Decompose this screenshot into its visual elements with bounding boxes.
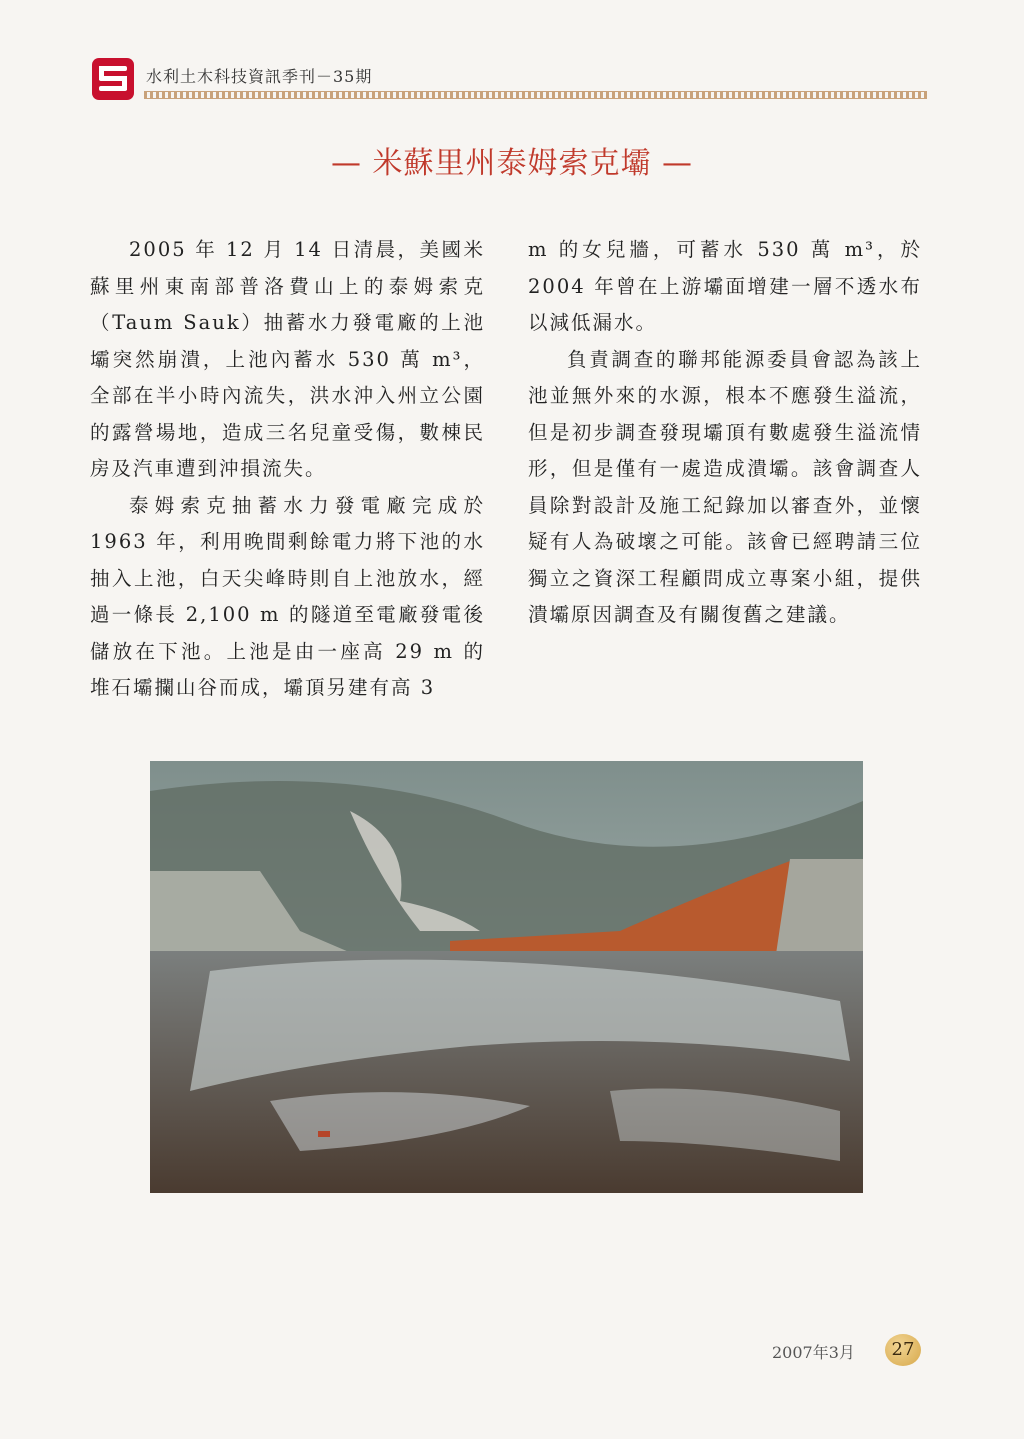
article-title: — 米蘇里州泰姆索克壩 — bbox=[330, 146, 694, 181]
paragraph: 2005 年 12 月 14 日清晨，美國米蘇里州東南部普洛費山上的泰姆索克（Taum Sauk）抽蓄水力發電廠的上池壩突然崩潰，上池內蓄水 530 萬 m³，全部在半小時內流失，洪水沖入州立公園的露營場地，造成三名兒童受傷，數棟民房及汽車遭到沖損流失。 bbox=[90, 238, 485, 480]
page-number-badge: 27 bbox=[885, 1334, 921, 1366]
dam-breach-photo bbox=[150, 761, 863, 1193]
header-divider bbox=[144, 91, 927, 99]
paragraph: 負責調查的聯邦能源委員會認為該上池並無外來的水源，根本不應發生溢流，但是初步調查發現壩頂有數處發生溢流情形，但是僅有一處造成潰壩。該會調查人員除對設計及施工紀錄加以審查外，並懷疑有人為破壞之可能。該會已經聘請三位獨立之資深工程顧問成立專案小組，提供潰壩原因調查及有關復舊之建議。 bbox=[528, 347, 922, 626]
paragraph: 泰姆索克抽蓄水力發電廠完成於 1963 年，利用晚間剩餘電力將下池的水抽入上池，白天尖峰時則自上池放水，經過一條長 2,100 m 的隧道至電廠發電後儲放在下池。上池是由一座高 29 m 的堆石壩攔山谷而成，壩頂另建有高 3 bbox=[90, 493, 485, 699]
publication-title: 水利土木科技資訊季刊－35期 bbox=[146, 67, 373, 86]
article-column-left bbox=[90, 232, 485, 707]
paragraph: m 的女兒牆，可蓄水 530 萬 m³，於 2004 年曾在上游壩面增建一層不透水布以減低漏水。 bbox=[528, 238, 922, 334]
issue-date: 2007年3月 bbox=[772, 1343, 855, 1362]
page-header bbox=[92, 58, 927, 104]
article-column-right bbox=[528, 232, 922, 634]
publication-logo-icon bbox=[92, 58, 134, 100]
